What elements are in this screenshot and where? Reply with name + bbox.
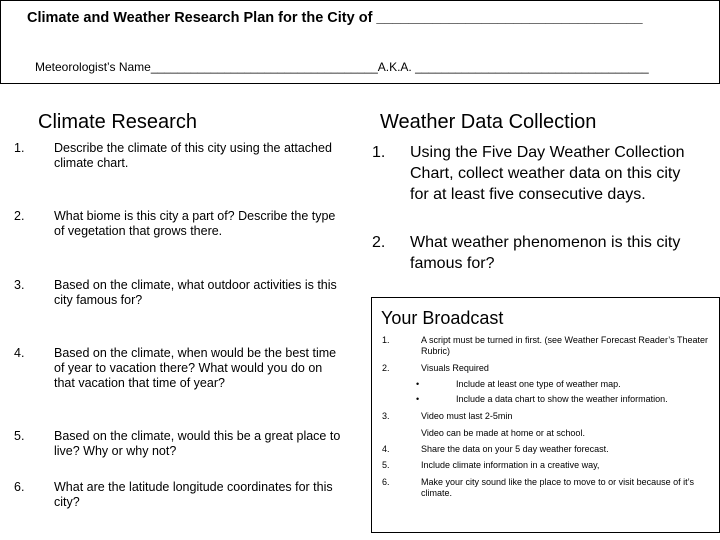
list-text: Share the data on your 5 day weather forecast. [421, 444, 609, 454]
list-text: Include climate information in a creative way, [421, 460, 600, 470]
list-text: What are the latitude longitude coordinates for this city? [54, 480, 333, 509]
meteorologist-name-line: Meteorologist’s Name__________________________________A.K.A. ___________________________________ [35, 60, 649, 74]
climate-research-heading: Climate Research [38, 111, 197, 133]
your-broadcast-heading: Your Broadcast [381, 308, 504, 328]
list-text: Visuals Required [421, 363, 489, 373]
list-text: Video can be made at home or at school. [421, 428, 585, 438]
header-box [0, 0, 720, 84]
list-text: Using the Five Day Weather Collection Chart, collect weather data on this city for at least five consecutive days. [410, 144, 685, 203]
list-text: Describe the climate of this city using the attached climate chart. [54, 141, 332, 170]
your-broadcast-box [371, 297, 720, 533]
list-text: A script must be turned in first. (see Weather Forecast Reader’s Theater Rubric) [421, 335, 708, 356]
list-number: 5. [382, 460, 390, 470]
list-text: Video must last 2-5min [421, 411, 513, 421]
list-text: Based on the climate, would this be a great place to live? Why or why not? [54, 429, 341, 458]
list-text: Include a data chart to show the weather information. [456, 394, 668, 404]
list-text: What weather phenomenon is this city famous for? [410, 234, 681, 272]
list-number: 6. [382, 477, 390, 487]
list-number: 1. [372, 144, 386, 161]
list-number: 3. [14, 278, 25, 292]
list-number: 2. [382, 363, 390, 373]
list-number: 2. [14, 209, 25, 223]
list-number: 6. [14, 480, 25, 494]
list-number: 1. [14, 141, 25, 155]
list-number: 3. [382, 411, 390, 421]
list-number: 1. [382, 335, 390, 345]
list-number: 4. [14, 346, 25, 360]
list-text: Make your city sound like the place to move to or visit because of it’s climate. [421, 477, 694, 498]
page-title: Climate and Weather Research Plan for the City of _________________________________ [27, 10, 643, 26]
weather-data-collection-heading: Weather Data Collection [380, 111, 597, 133]
list-number: 4. [382, 444, 390, 454]
list-text: Based on the climate, when would be the best time of year to vacation there? What would you do on that vacation that time of year? [54, 346, 337, 390]
list-text: What biome is this city a part of? Describe the type of vegetation that grows there. [54, 209, 336, 238]
list-number: 2. [372, 234, 386, 251]
list-text: Based on the climate, what outdoor activities is this city famous for? [54, 278, 337, 307]
bullet-icon: • [416, 394, 420, 404]
list-text: Include at least one type of weather map. [456, 379, 621, 389]
bullet-icon: • [416, 379, 420, 389]
list-number: 5. [14, 429, 25, 443]
